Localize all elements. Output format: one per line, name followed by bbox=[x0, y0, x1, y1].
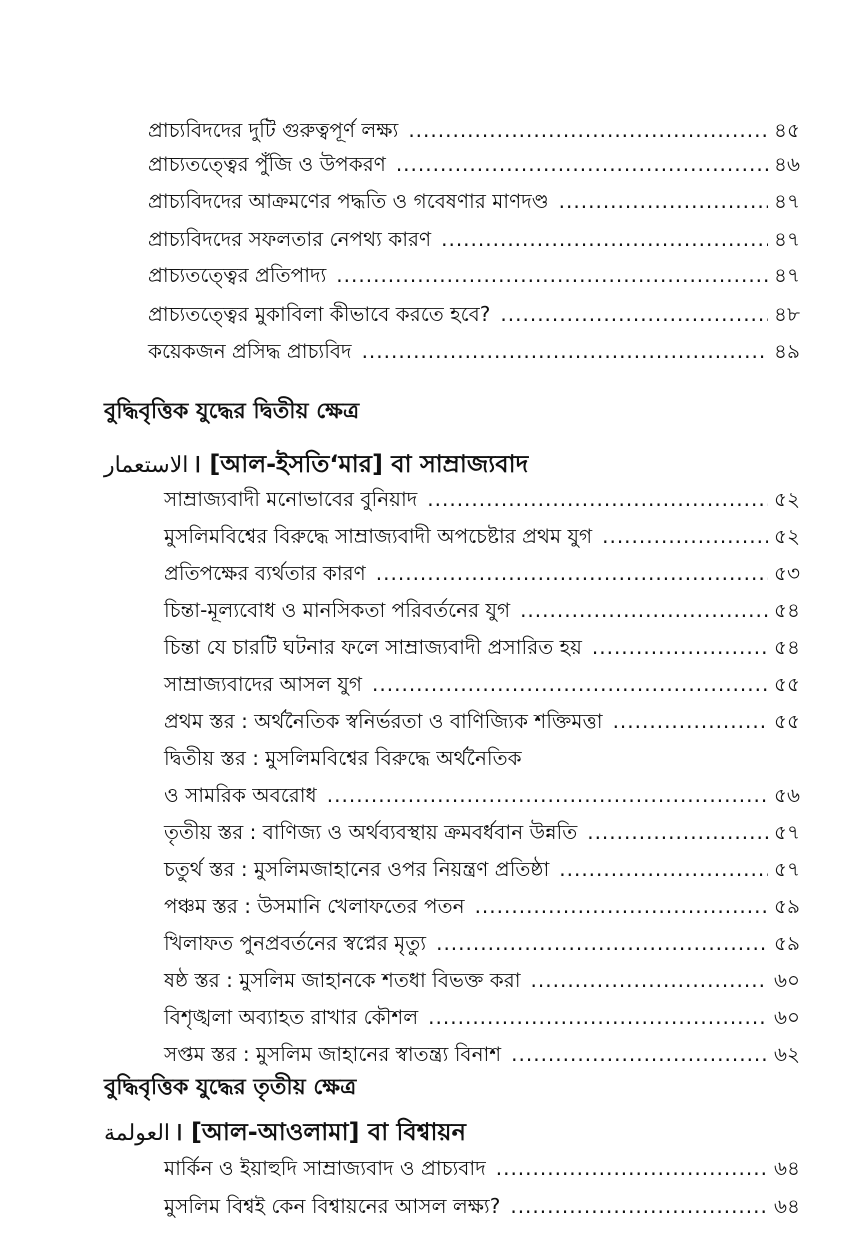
toc-entry-page: ৫৬ bbox=[774, 783, 800, 807]
toc-entry[interactable] bbox=[164, 666, 800, 702]
toc-entry[interactable] bbox=[164, 999, 800, 1035]
toc-entry-page: ৫৫ bbox=[774, 672, 800, 696]
toc-entry-page: ৬০ bbox=[773, 968, 800, 992]
toc-entry-first-line[interactable]: দ্বিতীয় স্তর : মুসলিমবিশ্বের বিরুদ্ধে অর্থনৈতিক bbox=[164, 746, 522, 770]
toc-entry[interactable] bbox=[164, 518, 800, 554]
toc-entry-title: প্রাচ্যতত্ত্বের প্রতিপাদ্য bbox=[148, 263, 327, 287]
toc-entry[interactable] bbox=[164, 555, 800, 591]
toc-entry-title: চিন্তা যে চারটি ঘটনার ফলে সাম্রাজ্যবাদী প্রসারিত হয় bbox=[164, 635, 582, 659]
toc-entry-title: কয়েকজন প্রসিদ্ধ প্রাচ্যবিদ bbox=[148, 339, 352, 363]
toc-entry-title: সপ্তম স্তর : মুসলিম জাহানের স্বাতন্ত্র্য বিনাশ bbox=[164, 1042, 502, 1066]
leader-dots bbox=[428, 999, 768, 1035]
toc-entry-title: ও সামরিক অবরোধ bbox=[164, 783, 317, 807]
toc-entry-title: সাম্রাজ্যবাদী মনোভাবের বুনিয়াদ bbox=[164, 487, 418, 511]
toc-entry[interactable] bbox=[164, 814, 800, 850]
toc-entry-page: ৪৭ bbox=[774, 227, 800, 251]
toc-entry[interactable] bbox=[164, 592, 800, 628]
section-heading: বুদ্ধিবৃত্তিক যুদ্ধের তৃতীয় ক্ষেত্র bbox=[104, 1075, 357, 1100]
toc-entry-title: মুসলিমবিশ্বের বিরুদ্ধে সাম্রাজ্যবাদী অপচেষ্টার প্রথম যুগ bbox=[164, 524, 593, 548]
toc-entry-title: প্রথম স্তর : অর্থনৈতিক স্বনির্ভরতা ও বাণিজ্যিক শক্তিমত্তা bbox=[164, 709, 603, 733]
leader-dots bbox=[372, 666, 768, 702]
leader-dots bbox=[327, 777, 768, 813]
toc-entry-title: প্রতিপক্ষের ব্যর্থতার কারণ bbox=[164, 561, 366, 585]
leader-dots bbox=[592, 629, 768, 665]
toc-entry[interactable] bbox=[148, 146, 800, 182]
leader-dots bbox=[362, 333, 768, 369]
part-heading[interactable] bbox=[104, 442, 528, 486]
leader-dots bbox=[510, 1188, 768, 1224]
toc-entry-title: প্রাচ্যতত্ত্বের মুকাবিলা কীভাবে করতে হবে? bbox=[148, 302, 491, 326]
toc-entry-page: ৫৪ bbox=[774, 598, 800, 622]
toc-entry-title: পঞ্চম স্তর : উসমানি খেলাফতের পতন bbox=[164, 894, 465, 918]
leader-dots bbox=[559, 851, 768, 887]
part-title: । [আল-আওলামা] বা বিশ্বায়ন bbox=[174, 1118, 466, 1146]
part-arabic-title: العولمة bbox=[104, 1121, 171, 1146]
toc-entry-page: ৪৫ bbox=[774, 118, 800, 142]
toc-entry[interactable] bbox=[164, 1036, 800, 1072]
toc-entry[interactable] bbox=[164, 481, 800, 517]
toc-entry-page: ৫৩ bbox=[774, 561, 800, 585]
toc-entry-page: ৫৭ bbox=[774, 820, 800, 844]
toc-entry-page: ৫৪ bbox=[774, 635, 800, 659]
toc-entry-page: ৪৭ bbox=[774, 263, 800, 287]
toc-entry[interactable] bbox=[164, 777, 800, 813]
leader-dots bbox=[520, 592, 768, 628]
toc-entry[interactable] bbox=[164, 629, 800, 665]
toc-entry[interactable] bbox=[164, 1150, 800, 1186]
toc-entry-title: প্রাচ্যতত্ত্বের পুঁজি ও উপকরণ bbox=[148, 152, 386, 176]
section-heading: বুদ্ধিবৃত্তিক যুদ্ধের দ্বিতীয় ক্ষেত্র bbox=[104, 399, 360, 424]
toc-entry[interactable] bbox=[164, 1188, 800, 1224]
toc-entry[interactable] bbox=[148, 296, 800, 332]
toc-entry-title: ষষ্ঠ স্তর : মুসলিম জাহানকে শতধা বিভক্ত করা bbox=[164, 968, 521, 992]
part-heading[interactable] bbox=[104, 1110, 466, 1154]
leader-dots bbox=[496, 1150, 768, 1186]
toc-entry[interactable] bbox=[148, 333, 800, 369]
leader-dots bbox=[511, 1036, 768, 1072]
toc-entry[interactable] bbox=[148, 257, 800, 293]
toc-entry-page: ৬৪ bbox=[774, 1194, 800, 1218]
toc-entry-page: ৪৮ bbox=[774, 302, 800, 326]
part-title: । [আল-ইসতি‘মার] বা সাম্রাজ্যবাদ bbox=[192, 450, 529, 478]
leader-dots bbox=[602, 518, 768, 554]
toc-entry[interactable] bbox=[164, 962, 800, 998]
toc-entry-page: ৫২ bbox=[774, 487, 800, 511]
toc-entry-title: খিলাফত পুনপ্রবর্তনের স্বপ্নের মৃত্যু bbox=[164, 931, 427, 955]
leader-dots bbox=[441, 221, 768, 257]
leader-dots bbox=[408, 112, 768, 148]
toc-entry[interactable] bbox=[164, 703, 800, 739]
toc-entry-page: ৬২ bbox=[773, 1042, 800, 1066]
toc-entry-page: ৫৯ bbox=[774, 894, 800, 918]
toc-entry[interactable] bbox=[148, 183, 800, 219]
toc-entry[interactable] bbox=[164, 925, 800, 961]
toc-entry-page: ৫৯ bbox=[774, 931, 800, 955]
leader-dots bbox=[500, 296, 768, 332]
toc-entry-title: প্রাচ্যবিদদের সফলতার নেপথ্য কারণ bbox=[148, 227, 432, 251]
toc-entry-title: চিন্তা-মূল্যবোধ ও মানসিকতা পরিবর্তনের যুগ bbox=[164, 598, 511, 622]
toc-entry-title: প্রাচ্যবিদদের দুটি গুরুত্বপূর্ণ লক্ষ্য bbox=[148, 118, 399, 142]
leader-dots bbox=[336, 257, 768, 293]
toc-entry-page: ৫৫ bbox=[774, 709, 800, 733]
toc-entry-title: চতুর্থ স্তর : মুসলিমজাহানের ওপর নিয়ন্ত্রণ প্রতিষ্ঠা bbox=[164, 857, 550, 881]
toc-entry-title: মুসলিম বিশ্বই কেন বিশ্বায়নের আসল লক্ষ্য? bbox=[164, 1194, 501, 1218]
toc-entry-page: ৪৯ bbox=[774, 339, 800, 363]
leader-dots bbox=[436, 925, 768, 961]
toc-entry[interactable] bbox=[164, 851, 800, 887]
leader-dots bbox=[427, 481, 768, 517]
toc-entry-title: মার্কিন ও ইয়াহুদি সাম্রাজ্যবাদ ও প্রাচ্যবাদ bbox=[164, 1156, 486, 1180]
leader-dots bbox=[613, 703, 768, 739]
leader-dots bbox=[587, 814, 768, 850]
toc-entry-page: ৫২ bbox=[774, 524, 800, 548]
leader-dots bbox=[559, 183, 768, 219]
leader-dots bbox=[531, 962, 768, 998]
toc-entry[interactable] bbox=[148, 112, 800, 148]
toc-entry-title: তৃতীয় স্তর : বাণিজ্য ও অর্থব্যবস্থায় ক্রমবর্ধবান উন্নতি bbox=[164, 820, 578, 844]
toc-entry-page: ৪৬ bbox=[774, 152, 800, 176]
leader-dots bbox=[376, 555, 768, 591]
toc-entry-page: ৬৪ bbox=[774, 1156, 800, 1180]
toc-entry[interactable] bbox=[164, 888, 800, 924]
leader-dots bbox=[396, 146, 768, 182]
toc-entry-page: ৬০ bbox=[773, 1005, 800, 1029]
part-arabic-title: الاستعمار bbox=[104, 453, 189, 478]
toc-entry-page: ৫৭ bbox=[774, 857, 800, 881]
toc-entry-title: প্রাচ্যবিদদের আক্রমণের পদ্ধতি ও গবেষণার মাণদণ্ড bbox=[148, 189, 549, 213]
toc-entry-title: বিশৃঙ্খলা অব্যাহত রাখার কৌশল bbox=[164, 1005, 419, 1029]
toc-entry-page: ৪৭ bbox=[774, 189, 800, 213]
toc-entry[interactable] bbox=[148, 221, 800, 257]
toc-entry-title: সাম্রাজ্যবাদের আসল যুগ bbox=[164, 672, 363, 696]
leader-dots bbox=[475, 888, 768, 924]
